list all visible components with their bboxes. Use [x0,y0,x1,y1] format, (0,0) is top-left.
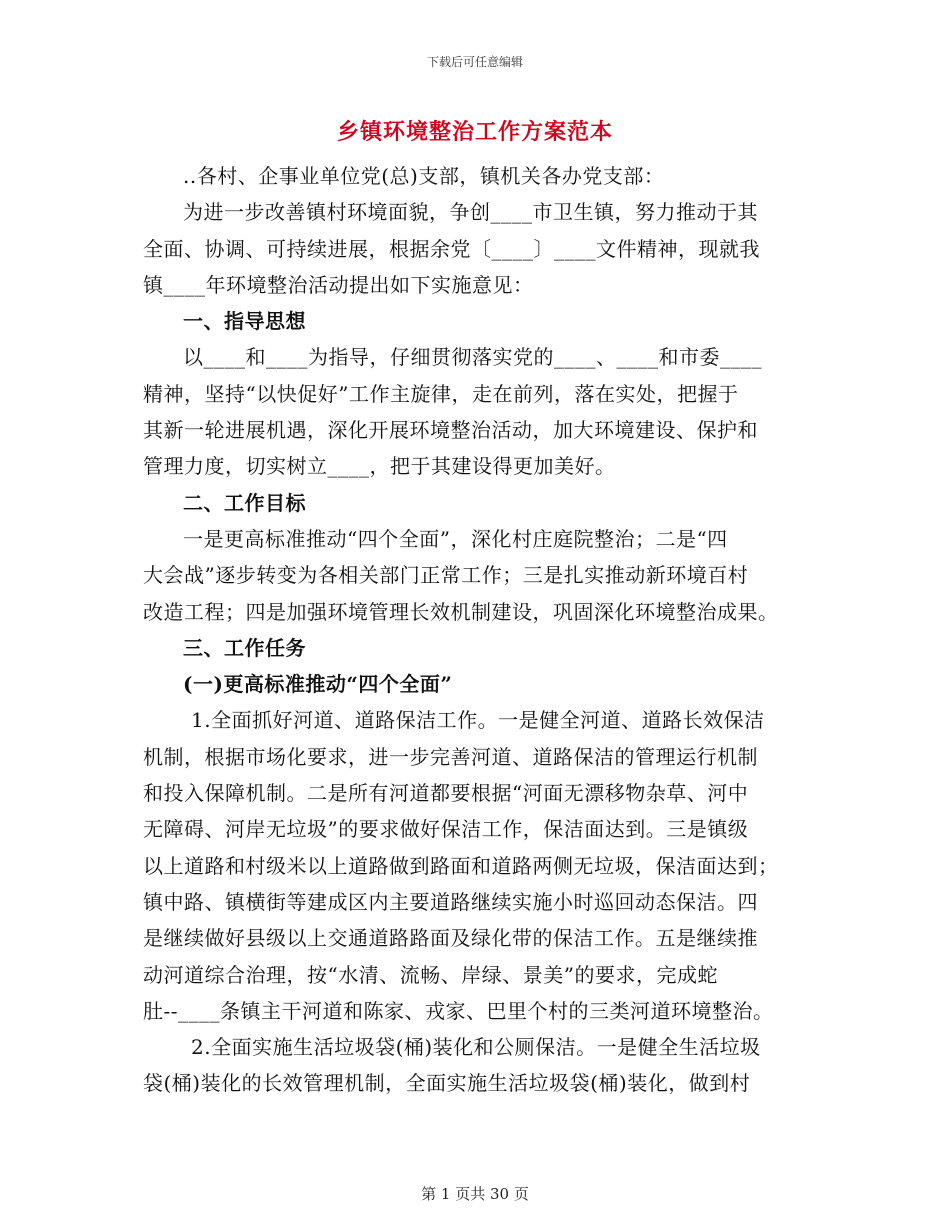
body-text-line: 无障碍、河岸无垃圾”的要求做好保洁工作，保洁面达到。三是镇级 [143,817,749,842]
body-text-line: 袋(桶)装化的长效管理机制，全面实施生活垃圾袋(桶)装化，做到村 [143,1071,751,1096]
body-text-line: 全面、协调、可持续进展，根据余党〔____〕____文件精神，现就我 [143,236,760,261]
body-text-line: 一是更高标准推动“四个全面”，深化村庄庭院整治；二是“四 [183,526,728,551]
page-header-note: 下载后可任意编辑 [426,55,523,69]
document-body [143,158,813,1102]
body-text-line: 和投入保障机制。二是所有河道都要根据“河面无漂移物杂草、河中 [143,781,749,806]
body-text-line: 以____和____为指导，仔细贯彻落实党的____、____和市委____ [183,345,762,370]
body-text-line: 机制，根据市场化要求，进一步完善河道、道路保洁的管理运行机制 [143,744,758,769]
body-text-line: 精神，坚持“以快促好”工作主旋律，走在前列，落在实处，把握于 [143,381,739,406]
body-text-line: 改造工程；四是加强环境管理长效机制建设，巩固深化环境整治成果。 [143,599,779,624]
section-heading: 二、工作目标 [183,490,306,515]
body-text-line: 动河道综合治理，按“水清、流畅、岸绿、景美”的要求，完成蛇 [143,962,718,987]
body-text-line: 2.全面实施生活垃圾袋(桶)装化和公厕保洁。一是健全生活垃圾 [191,1035,761,1060]
section-heading: (一)更高标准推动“四个全面” [183,672,453,697]
body-text-line: ..各村、企事业单位党(总)支部，镇机关各办党支部： [183,164,665,188]
body-text-line: 以上道路和村级米以上道路做到路面和道路两侧无垃圾，保洁面达到； [143,853,779,878]
body-text-line: 管理力度，切实树立____，把于其建设得更加美好。 [143,454,616,479]
body-text-line: 镇____年环境整治活动提出如下实施意见： [143,272,534,297]
body-text-line: 1.全面抓好河道、道路保洁工作。一是健全河道、道路长效保洁 [191,708,765,733]
body-text-line: 为进一步改善镇村环境面貌，争创____市卫生镇，努力推动于其 [183,200,758,225]
body-text-line: 是继续做好县级以上交通道路路面及绿化带的保洁工作。五是继续推 [143,926,758,951]
page-footer: 第 1 页共 30 页 [421,1185,529,1203]
body-text-line: 肚--____条镇主干河道和陈家、戎家、巴里个村的三类河道环境整治。 [143,998,774,1023]
document-title: 乡镇环境整治工作方案范本 [336,119,613,145]
body-text-line: 大会战”逐步转变为各相关部门正常工作；三是扎实推动新环境百村 [143,563,749,588]
body-text-line: 其新一轮进展机遇，深化开展环境整治活动，加大环境建设、保护和 [143,418,758,443]
section-heading: 一、指导思想 [183,309,306,334]
body-text-line: 镇中路、镇横街等建成区内主要道路继续实施小时巡回动态保洁。四 [143,889,758,914]
section-heading: 三、工作任务 [183,635,306,660]
